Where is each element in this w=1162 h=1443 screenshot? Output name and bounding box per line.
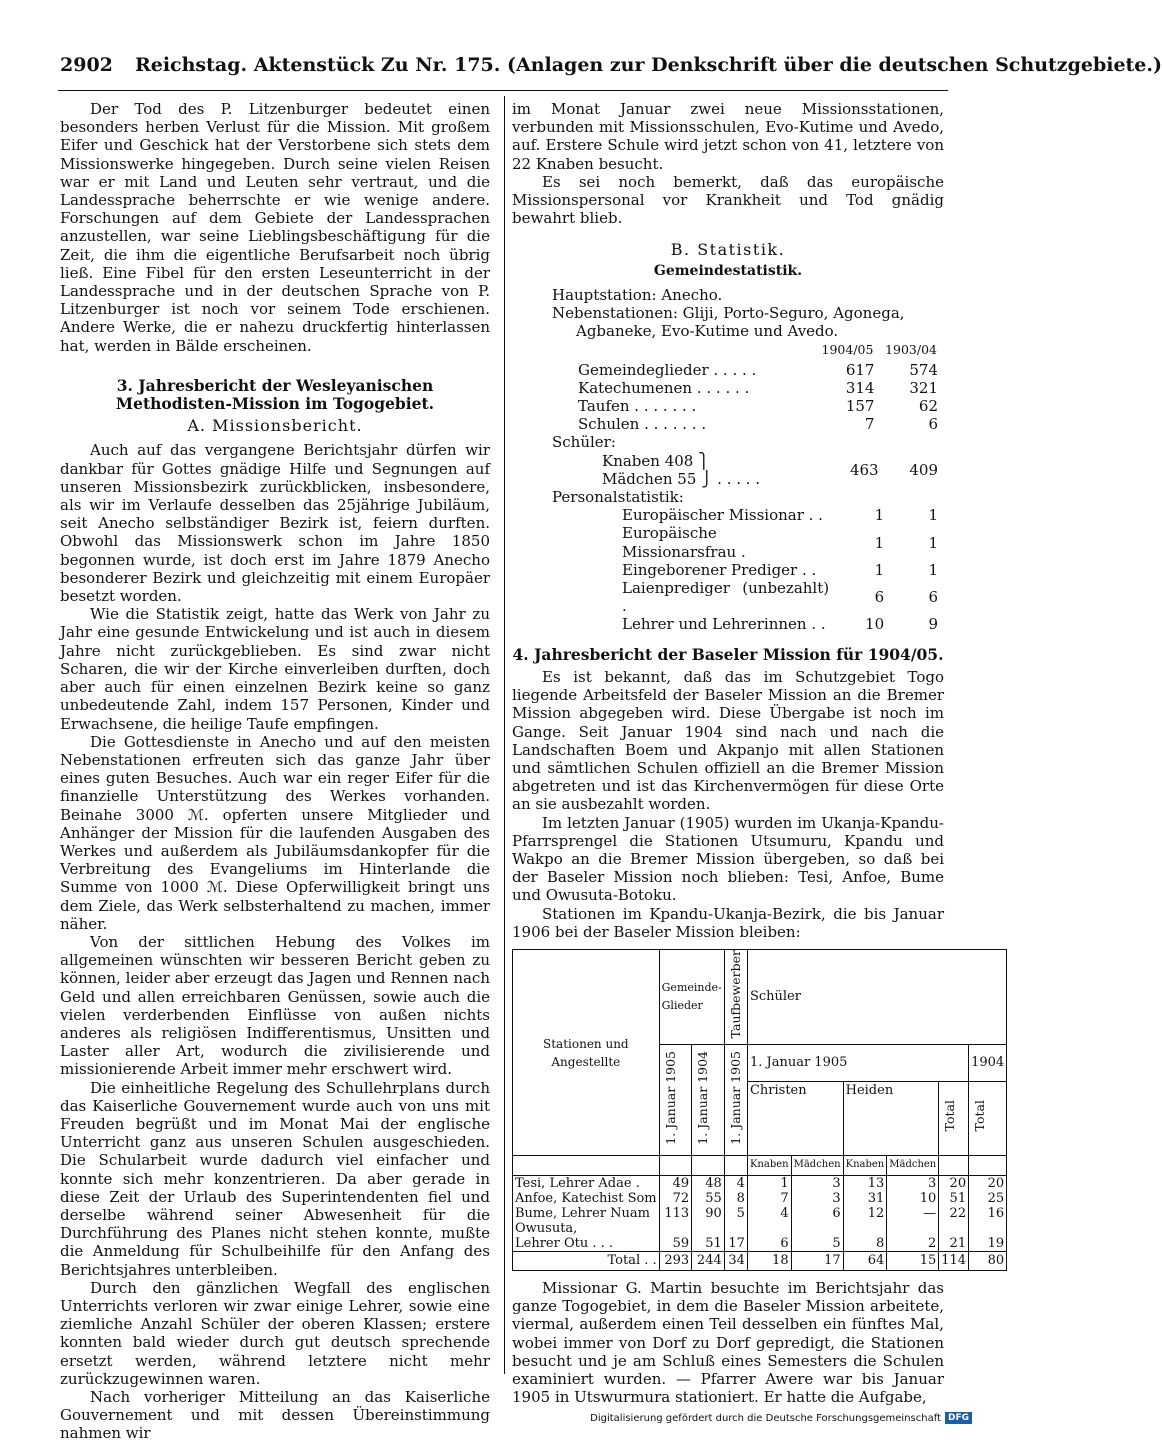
stat-label: Europäische Missionarsfrau .	[622, 524, 746, 561]
station-name: Anfoe, Katechist Som	[513, 1191, 660, 1206]
table-cell: 6	[791, 1206, 843, 1221]
table-cell: 6	[747, 1236, 791, 1252]
paragraph: Auch auf das vergangene Berichtsjahr dürfen wir dankbar für Gottes gnädige Hilfe und Segnungen auf unseren Missionsbezirk zurückblicken, insbesondere, als wir im Verlaufe desselben das 25jährige Jubiläum, seit Anecho selbständiger Bezirk ist, feiern durften. Obwohl das Missionswerk schon im Jahre 1850 begonnen wurde, ist doch erst im Jahre 1879 Anecho besonderer Bezirk und gleichzeitig mit einem Europäer besetzt worden.	[60, 441, 490, 606]
boys-header: Knaben	[843, 1156, 887, 1175]
boys-label: Knaben 408	[602, 451, 694, 470]
table-cell: 51	[692, 1236, 725, 1252]
table-cell	[724, 1221, 747, 1236]
station-name: Owusuta,	[513, 1221, 660, 1236]
footer-credit	[590, 1412, 972, 1424]
congregation-stats-table	[578, 340, 938, 433]
table-cell: 31	[843, 1191, 887, 1206]
left-column	[60, 100, 490, 1443]
table-cell: 48	[692, 1175, 725, 1191]
column-divider	[504, 96, 505, 1374]
table-cell: 5	[791, 1236, 843, 1252]
table-cell: 114	[939, 1251, 969, 1270]
stat-value: 10	[865, 615, 885, 634]
stat-value: 1	[928, 560, 938, 579]
personnel-label: Personalstatistik:	[552, 488, 684, 507]
side-stations: Nebenstationen: Gliji, Porto-Seguro, Agonega,	[552, 304, 905, 323]
stat-label: Laienprediger (unbezahlt) .	[622, 579, 830, 616]
personnel-table	[578, 506, 938, 633]
stat-value: 321	[909, 378, 938, 397]
table-cell: 8	[724, 1191, 747, 1206]
main-station: Hauptstation: Anecho.	[552, 285, 723, 304]
stat-row	[578, 415, 938, 433]
date-header: 1. Januar 1905	[727, 1050, 743, 1145]
stat-value: 1	[874, 506, 885, 525]
table-cell: 19	[969, 1236, 1007, 1252]
table-cell	[791, 1221, 843, 1236]
stat-row	[578, 615, 938, 633]
paragraph: Es sei noch bemerkt, daß das europäische Missionspersonal vor Krankheit und Tod gnädig bewahrt blieb.	[512, 172, 944, 228]
year-header: 1904	[969, 1045, 1007, 1082]
boys-header: Knaben	[747, 1156, 791, 1175]
table-cell	[747, 1221, 791, 1236]
stat-value: 1	[874, 560, 885, 579]
paragraph: Nach vorheriger Mitteilung an das Kaiserliche Gouvernement und mit dessen Übereinstimmung nahmen wir	[60, 1388, 490, 1443]
table-cell: 34	[724, 1251, 747, 1270]
table-cell: 10	[887, 1191, 939, 1206]
paragraph: Von der sittlichen Hebung des Volkes im allgemeinen wünschten wir besseren Bericht geben zu können, leider aber erzeugt das Jagen und Rennen nach Geld und allen erreichbaren Genüssen, sowie auch die vielen verderbenden Einflüsse von außen nichts anderes als religiösen Indifferentismus, Unsitten und Laster aller Art, wodurch die zivilisierende und missionierende Arbeit immer mehr erschwert wird.	[60, 932, 490, 1079]
table-cell: 25	[969, 1191, 1007, 1206]
stat-row	[578, 361, 938, 379]
table-cell: 8	[843, 1236, 887, 1252]
year-header: 1903/04	[885, 342, 937, 358]
table-cell: 7	[747, 1191, 791, 1206]
pupils-label: Schüler:	[552, 433, 616, 452]
stat-value: 1	[874, 533, 885, 552]
stations-table	[512, 949, 1007, 1271]
paragraph: Stationen im Kpandu-Ukanja-Bezirk, die bis Januar 1906 bei der Baseler Mission bleiben:	[512, 904, 944, 941]
stat-row	[578, 397, 938, 415]
side-stations-cont: Agbaneke, Evo-Kutime und Avedo.	[576, 322, 839, 341]
stat-value: 6	[928, 588, 938, 607]
table-cell: 2	[887, 1236, 939, 1252]
table-cell: 21	[939, 1236, 969, 1252]
table-cell	[692, 1221, 725, 1236]
paragraph: Durch den gänzlichen Wegfall des englischen Unterrichts verloren wir zwar einige Lehrer, sowie eine ziemliche Anzahl Schüler der oberen Klassen; erstere konnten bald wieder durch gut deutsch sprechende ersetzt werden, während letztere nicht mehr zurückzugewinnen waren.	[60, 1278, 490, 1388]
statistics-subtitle: Gemeindestatistik.	[653, 262, 803, 279]
table-cell: 3	[791, 1175, 843, 1191]
station-name: Lehrer Otu . . .	[513, 1236, 660, 1252]
table-cell	[843, 1221, 887, 1236]
stat-value: 62	[918, 397, 938, 416]
table-cell: 59	[659, 1236, 692, 1252]
paragraph: Der Tod des P. Litzenburger bedeutet einen besonders herben Verlust für die Mission. Mit großem Eifer und Geschick hat der Verstorbene sich stets dem Missionswerke hingegeben. Durch seine vielen Reisen war er mit Land und Leuten sehr vertraut, und die Landessprache beherrschte er wie wenige andere. Forschungen auf dem Gebiete der Landessprachen anzustellen, war seine Lieblingsbeschäftigung für die Zeit, die ihm die eigentliche Berufsarbeit noch übrig ließ. Eine Fibel für den ersten Leseunterricht in der Landessprache und in der deutschen Sprache von P. Litzenburger ist noch vor seinem Tode erschienen. Andere Werke, die er nahezu druckfertig hinterlassen hat, werden in Bälde erscheinen.	[60, 100, 490, 355]
table-row	[513, 1221, 1007, 1236]
table-row	[513, 1191, 1007, 1206]
stat-value: 617	[845, 360, 875, 379]
stat-value: 1	[928, 533, 938, 552]
page-number: 2902	[60, 54, 113, 76]
members-header: Gemeinde-Glieder	[659, 949, 724, 1045]
stat-row	[578, 579, 938, 615]
table-cell	[887, 1221, 939, 1236]
paragraph: im Monat Januar zwei neue Missionsstationen, verbunden mit Missionsschulen, Evo-Kutime und Avedo, auf. Erstere Schule wird jetzt schon von 41, letztere von 22 Knaben besucht.	[512, 100, 944, 173]
stat-label: Eingeborener Prediger . .	[622, 560, 817, 579]
station-name: Tesi, Lehrer Adae .	[513, 1175, 660, 1191]
table-cell: 17	[791, 1251, 843, 1270]
stat-value: 314	[845, 378, 875, 397]
table-cell: 49	[659, 1175, 692, 1191]
table-cell: 90	[692, 1206, 725, 1221]
paragraph: Die einheitliche Regelung des Schullehrplans durch das Kaiserliche Gouvernement wurde auch von uns mit Freuden begrüßt und im Monat Mai der englische Unterricht ganz aus unseren Schulen ausgeschieden. Die Schularbeit wurde dadurch viel einfacher und konnte sich mehr konzentrieren. Da aber gerade in diese Zeit der Urlaub des Superintendenten fiel und derselbe während seiner Abwesenheit für die Durchführung des Planes nicht stehen konnte, mußte die Anmeldung für Schulbeihilfe für den Anfang des Berichtsjahres unterbleiben.	[60, 1078, 490, 1279]
table-cell: 72	[659, 1191, 692, 1206]
stat-label: Lehrer und Lehrerinnen . .	[622, 615, 826, 634]
stat-value: 6	[928, 415, 938, 434]
boys-count: Knaben 408 ⎫ Mädchen 55 ⎭ . . . . .	[602, 451, 761, 488]
year-header: 1904/05	[821, 342, 874, 358]
total-header: Total	[942, 1100, 958, 1132]
date-header: 1. Januar 1905	[662, 1050, 678, 1145]
table-cell: 3	[791, 1191, 843, 1206]
girls-header: Mädchen	[791, 1156, 843, 1175]
table-cell: 64	[843, 1251, 887, 1270]
table-cell: 1	[747, 1175, 791, 1191]
stat-value: 409	[909, 460, 938, 479]
girls-label: Mädchen 55	[602, 469, 697, 488]
dfg-logo: DFG	[945, 1412, 972, 1424]
stat-value: 7	[864, 415, 875, 434]
table-cell: 12	[843, 1206, 887, 1221]
heathens-header: Heiden	[845, 1083, 894, 1099]
total-row	[513, 1251, 1007, 1270]
table-cell: 15	[887, 1251, 939, 1270]
stat-row	[578, 379, 938, 397]
christians-header: Christen	[749, 1083, 807, 1099]
table-cell: 22	[939, 1206, 969, 1221]
stat-label: Europäischer Missionar . .	[622, 506, 823, 525]
table-cell: 18	[747, 1251, 791, 1270]
section-3-title: 3. Jahresbericht der Wesleyanischen Methodisten-Mission im Togogebiet.	[115, 375, 435, 414]
footer-text: Digitalisierung gefördert durch die Deutsche Forschungsgemeinschaft	[590, 1412, 941, 1424]
stat-value: 157	[845, 397, 875, 416]
section-3-subtitle: A. Missionsbericht.	[187, 416, 363, 436]
pupils-header: Schüler	[747, 949, 1006, 1045]
table-cell: 5	[724, 1206, 747, 1221]
paragraph: Es ist bekannt, daß das im Schutzgebiet Togo liegende Arbeitsfeld der Baseler Mission an die Bremer Mission abgegeben wird. Diese Übergabe ist noch im Gange. Seit Januar 1904 sind nach und nach die Landschaften Boem und Akpanjo mit allen Stationen und sämtlichen Schulen offiziell an die Bremer Mission abgetreten und ist das Kirchenvermögen für diese Orte an sie ausbezahlt worden.	[512, 667, 944, 814]
stat-value: 1	[928, 506, 938, 525]
stations-header: Stationen und Angestellte	[513, 949, 660, 1156]
stat-value: 9	[928, 615, 938, 634]
baptism-candidates-header: Taufbewerber	[727, 949, 743, 1039]
date-header: 1. Januar 1904	[695, 1050, 711, 1145]
table-row	[513, 1175, 1007, 1191]
table-cell: 17	[724, 1236, 747, 1252]
table-cell	[939, 1221, 969, 1236]
paragraph: Die Gottesdienste in Anecho und auf den meisten Nebenstationen erfreuten sich das ganze Jahr über eines guten Besuches. Auch war ein reger Eifer für die finanzielle Unterstützung des Werkes vorhanden. Beinahe 3000 ℳ. opferten unsere Mitglieder und Anhänger der Mission für die laufenden Ausgaben des Werkes und außerdem als Jubiläumsdankopfer für die Verbreitung des Evangeliums im Hinterlande die Summe von 1000 ℳ. Diese Opferwilligkeit bringt uns dem Ziele, das Werk selbsterhaltend zu machen, immer näher.	[60, 732, 490, 933]
girls-header: Mädchen	[887, 1156, 939, 1175]
stat-label: Gemeindeglieder . . . . .	[578, 360, 757, 379]
table-row	[513, 1206, 1007, 1221]
pupils-table	[578, 452, 938, 488]
stat-label: Schulen . . . . . . .	[578, 415, 707, 434]
page-header	[60, 54, 1162, 86]
table-cell: 16	[969, 1206, 1007, 1221]
total-label: Total . .	[513, 1251, 660, 1270]
table-cell: 51	[939, 1191, 969, 1206]
paragraph: Wie die Statistik zeigt, hatte das Werk von Jahr zu Jahr eine gesunde Entwickelung und ist auch in diesem Jahre nicht zurückgeblieben. Es sind zwar nicht Scharen, die wir der Kirche einverleiben durften, doch aber auch für einen einzelnen Bezirk keine so ganz unbedeutende Zahl, indem 157 Personen, Kinder und Erwachsene, die heilige Taufe empfingen.	[60, 605, 490, 733]
table-cell	[659, 1221, 692, 1236]
stat-row	[578, 524, 938, 560]
stat-value: 6	[874, 588, 885, 607]
table-cell	[969, 1221, 1007, 1236]
table-cell: 55	[692, 1191, 725, 1206]
table-cell: 20	[969, 1175, 1007, 1191]
statistics-title: B. Statistik.	[670, 240, 786, 260]
stat-value: 574	[909, 360, 938, 379]
table-cell: 244	[692, 1251, 725, 1270]
table-cell: 113	[659, 1206, 692, 1221]
table-cell: 4	[724, 1175, 747, 1191]
date-header: 1. Januar 1905	[747, 1045, 968, 1082]
stat-row	[578, 561, 938, 579]
table-cell: 20	[939, 1175, 969, 1191]
table-cell: 3	[887, 1175, 939, 1191]
table-cell: 4	[747, 1206, 791, 1221]
section-4-title: 4. Jahresbericht der Baseler Mission für 1904/05.	[512, 644, 944, 664]
paragraph: Missionar G. Martin besuchte im Berichtsjahr das ganze Togogebiet, in dem die Baseler Mission arbeitete, viermal, außerdem einen Teil desselben ein fünftes Mal, wobei immer von Dorf zu Dorf gepredigt, die Stationen besucht und je am Schluß eines Semesters die Schulen examiniert wurden. — Pfarrer Awere war bis Januar 1905 in Utswurmura stationiert. Er hatte die Aufgabe,	[512, 1278, 944, 1407]
station-name: Bume, Lehrer Nuam	[513, 1206, 660, 1221]
running-title: Reichstag. Aktenstück Zu Nr. 175. (Anlagen zur Denkschrift über die deutschen Schutzgebiete.)	[134, 54, 1162, 76]
stat-label: Katechumenen . . . . . .	[578, 378, 750, 397]
table-cell: 80	[969, 1251, 1007, 1270]
stat-row	[578, 506, 938, 524]
total-header: Total	[972, 1100, 988, 1132]
table-cell: 293	[659, 1251, 692, 1270]
table-cell: 13	[843, 1175, 887, 1191]
table-cell: —	[887, 1206, 939, 1221]
right-column	[512, 100, 1005, 1407]
paragraph: Im letzten Januar (1905) wurden im Ukanja-Kpandu-Pfarrsprengel die Stationen Utsumuru, Kpandu und Wakpo an die Bremer Mission übergeben, so daß bei der Baseler Mission noch blieben: Tesi, Anfoe, Bume und Owusuta-Botoku.	[512, 813, 944, 905]
table-row	[513, 1236, 1007, 1252]
dots: . . . . .	[717, 469, 761, 488]
stat-label: Taufen . . . . . . .	[578, 397, 697, 416]
header-rule	[58, 90, 948, 91]
stat-value: 463	[849, 460, 879, 479]
